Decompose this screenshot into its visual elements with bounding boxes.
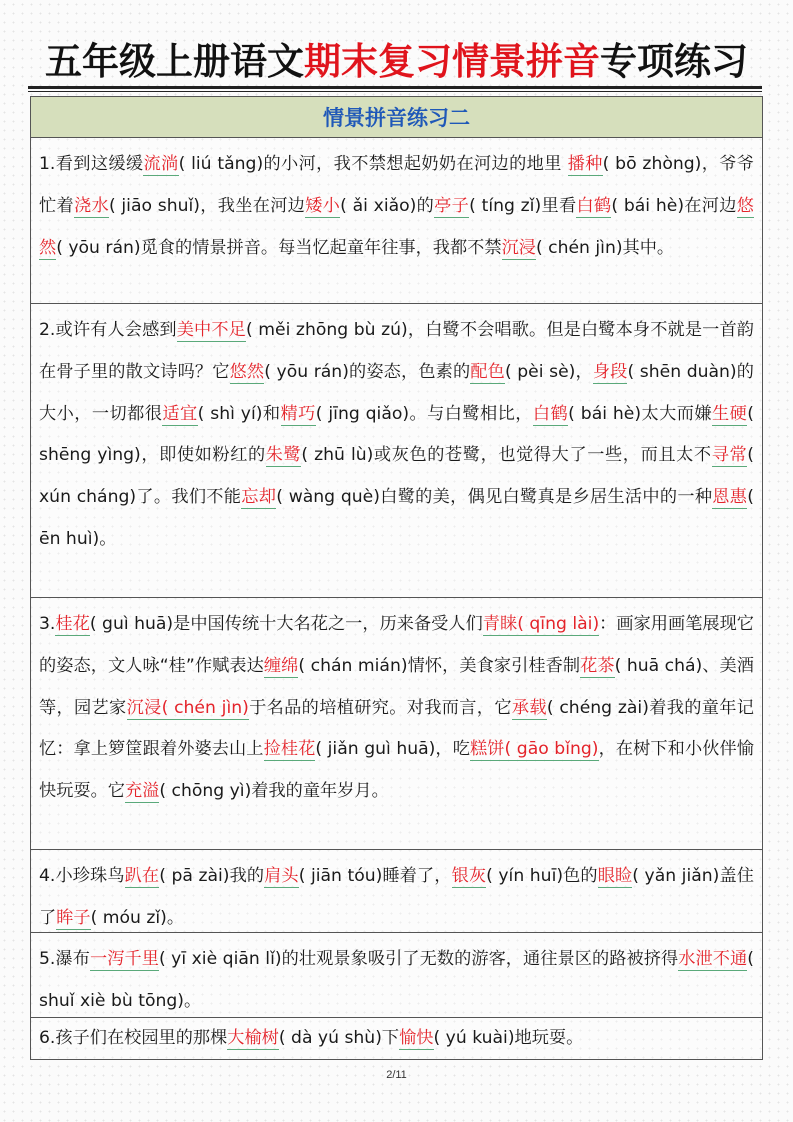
question-text: 2.或许有人会感到 [39,320,177,340]
question-text: ( yú kuài)地玩耍。 [433,1028,584,1048]
question-text: ( shì yí)和 [197,403,281,424]
question-6 [31,1018,762,1059]
highlighted-word: 白鹤 [532,403,569,424]
title-part-grade: 五年级上册语文 [45,40,304,83]
question-text: ( bái hè)在河边 [611,195,737,216]
question-2 [31,304,762,598]
highlighted-word: 配色 [470,361,505,382]
question-text: ：画家用画笔展现它的姿态，文人咏“桂”作赋表达 [39,614,754,676]
question-text: ( huā chá)、美酒等，园艺家 [39,655,754,718]
question-text: 6.孩子们在校园里的那棵 [39,1028,228,1048]
highlighted-word: 浇水 [73,195,109,216]
highlighted-word: 播种 [567,154,603,174]
highlighted-word: 忘却 [241,487,277,508]
highlighted-word: 承载 [511,697,547,718]
question-text: 4.小珍珠鸟 [39,866,125,886]
highlighted-word: 亭子 [434,195,470,216]
question-text: ( yǎn jiǎn)盖住了 [39,866,754,928]
title-part-practice: 专项练习 [600,40,748,83]
question-text: ( yōu rán)的姿态，色素的 [264,361,471,382]
question-text: ( měi zhōng bù zú)，白鹭不会唱歌。但是白鹭本身不就是一首韵在骨子里的散文诗吗？它 [39,320,754,382]
question-1 [31,138,762,304]
question-text: ( jiāo shuǐ)，我坐在河边 [108,195,306,216]
title-underline-thin [28,91,762,92]
question-text: ( dà yú shù)下 [278,1028,400,1048]
question-text: ( xún cháng)了。我们不能 [39,445,754,508]
highlighted-word: 生硬 [712,403,748,424]
highlighted-word: 沉浸 [501,237,536,258]
highlighted-word: 糕饼( gāo bǐng) [469,739,599,760]
question-text: ( tíng zǐ)里看 [469,195,577,216]
highlighted-word: 银灰 [451,866,487,886]
question-5 [31,933,762,1018]
highlighted-word: 精巧 [280,403,316,424]
question-text: ( yōu rán)觅食的情景拼音。每当忆起童年往事，我都不禁 [56,237,502,258]
question-text: ，在树下和小伙伴愉快玩耍。它 [39,739,754,802]
question-text: ( chén jìn)其中。 [535,237,675,258]
highlighted-word: 流淌 [143,154,179,174]
highlighted-word: 恩惠 [712,487,748,508]
question-text: ( jiān tóu)睡着了， [298,866,452,886]
question-text: ( ǎi xiǎo)的 [340,195,435,216]
question-text: ( chéng zài)着我的童年记忆：拿上箩筐跟着外婆去山上 [39,697,754,760]
highlighted-word: 愉快 [399,1028,434,1048]
exercise-table [30,96,763,1060]
question-text: ( bō zhòng)，爷爷忙着 [39,154,754,216]
question-text: ( chán mián)情怀，美食家引桂香制 [298,655,581,676]
highlighted-word: 充溢 [124,781,160,802]
highlighted-word: 寻常 [711,445,748,466]
highlighted-word: 眼睑 [597,866,633,886]
question-text: ( móu zǐ)。 [90,907,185,928]
highlighted-word: 悠然 [229,361,265,382]
document-title [0,38,793,86]
question-text: ( bái hè)太大而嫌 [568,403,713,424]
question-text: 1.看到这缓缓 [39,154,144,174]
page-number: 2/11 [386,1069,407,1081]
question-text: ( shēn duàn)的大小，一切都很 [39,361,754,424]
question-text: ( yī xiè qiān lǐ)的壮观景象吸引了无数的游客，通往景区的路被挤得 [158,949,679,969]
highlighted-word: 白鹤 [576,195,612,216]
question-text: ( chōng yì)着我的童年岁月。 [159,781,389,802]
question-text: ( wàng què)白鹭的美，偶见白鹭真是乡居生活中的一种 [276,487,713,508]
highlighted-word: 花茶 [580,655,615,676]
question-text: ( shēng yìng)，即使如粉红的 [39,403,754,466]
question-text: ( zhū lù)或灰色的苍鹭，也觉得大了一些，而且太不 [301,445,712,466]
question-text: 5.瀑布 [39,949,90,969]
highlighted-word: 水泄不通 [678,949,748,969]
highlighted-word: 适宜 [162,403,198,424]
question-text: ( yín huī)色的 [486,866,598,886]
highlighted-word: 桂花 [55,614,90,634]
title-underline-thick [28,86,762,89]
question-text: ( liú tǎng)的小河，我不禁想起奶奶在河边的地里 [178,154,568,174]
question-text: ( shuǐ xiè bù tōng)。 [39,949,754,1011]
highlighted-word: 悠然 [39,195,754,258]
section-header: 情景拼音练习二 [31,97,762,138]
question-text: ( pèi sè)， [504,361,593,382]
highlighted-word: 青睐( qīng lài) [482,614,600,634]
question-4 [31,850,762,933]
question-text: ( guì huā)是中国传统十大名花之一，历来备受人们 [89,614,483,634]
question-text: 3. [39,614,56,634]
question-text: ( jīng qiǎo)。与白鹭相比， [315,403,533,424]
highlighted-word: 矮小 [305,195,341,216]
question-text: ( ēn huì)。 [39,487,754,549]
highlighted-word: 一泻千里 [89,949,159,969]
highlighted-word: 朱鹭 [265,445,302,466]
highlighted-word: 美中不足 [176,320,246,340]
highlighted-word: 捡桂花 [263,739,316,760]
question-text: 于名品的培植研究。对我而言，它 [248,697,512,718]
question-text: ( jiǎn guì huā)，吃 [315,739,470,760]
highlighted-word: 缠绵 [263,655,299,676]
title-part-topic: 期末复习情景拼音 [304,40,600,83]
highlighted-word: 趴在 [124,866,160,886]
highlighted-word: 肩头 [264,866,299,886]
question-text: ( pā zài)我的 [159,866,265,886]
highlighted-word: 沉浸( chén jìn) [126,697,249,718]
question-3 [31,598,762,850]
highlighted-word: 身段 [592,361,628,382]
highlighted-word: 眸子 [56,907,91,928]
highlighted-word: 大榆树 [227,1028,279,1048]
